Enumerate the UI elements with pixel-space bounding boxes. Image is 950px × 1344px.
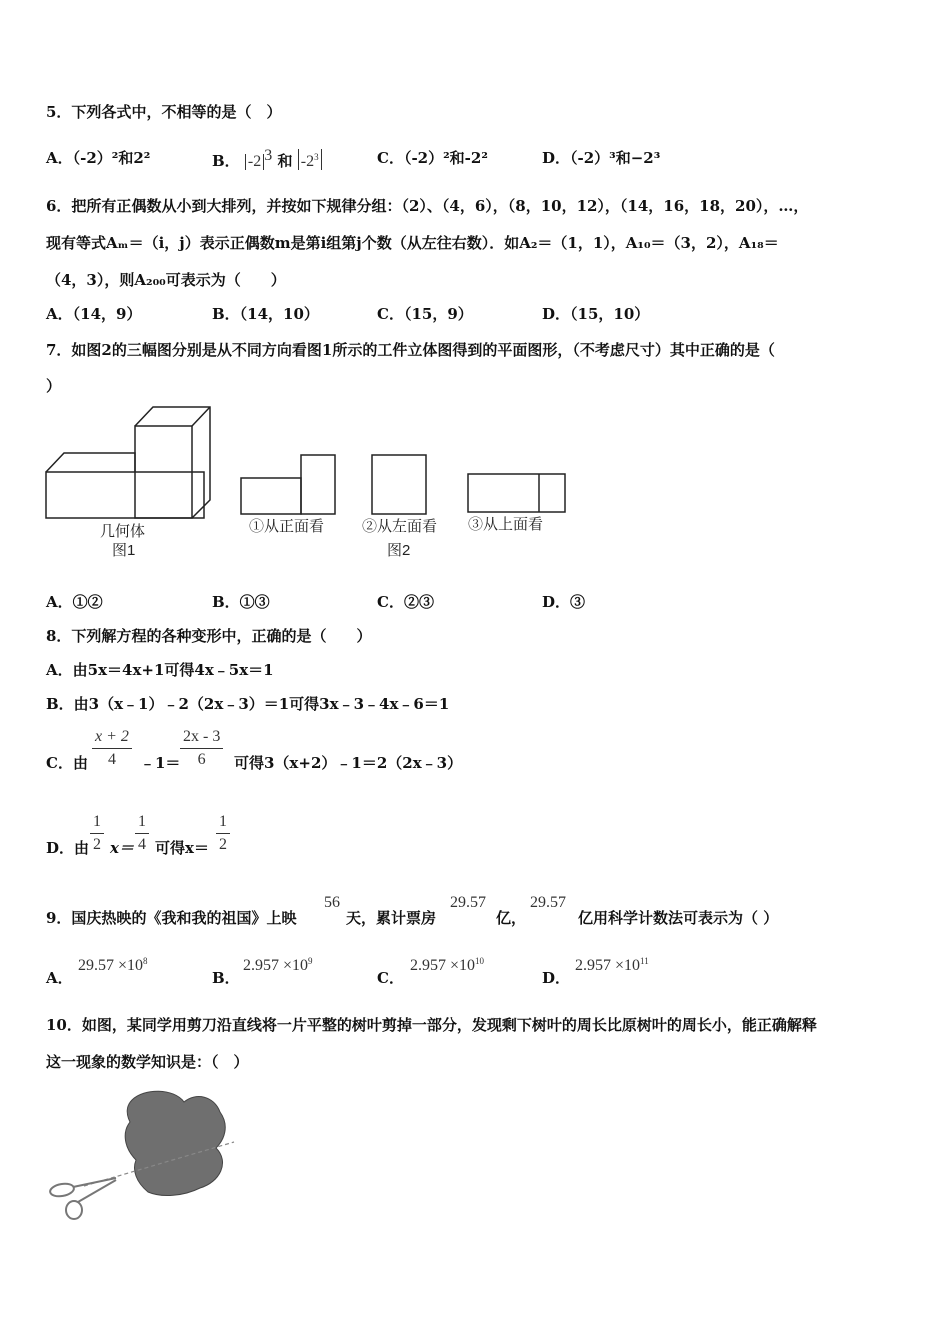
q9-option-c-label[interactable]: C． <box>377 969 404 987</box>
q9-option-d-value: $2.957 \times 10^{11}$ <box>575 956 649 974</box>
q9-stem-part1: 9．国庆热映的《我和我的祖国》上映 <box>46 909 297 927</box>
q9-option-d-label[interactable]: D． <box>542 969 571 987</box>
q7-figure1-solid <box>46 407 210 518</box>
q8-option-d-fraction3: 1 2 <box>216 813 230 854</box>
q6-option-d[interactable]: D．（15，10） <box>542 305 650 323</box>
q8-option-d-fraction2: 1 4 <box>135 813 149 854</box>
q7-option-c[interactable]: C．②③ <box>377 593 434 611</box>
q7-left-view <box>372 455 426 514</box>
q9-days: 56 <box>324 894 340 911</box>
q9-option-a-label[interactable]: A． <box>46 969 73 987</box>
q8-option-c-mid: ﹣1＝ <box>140 754 181 772</box>
q9-amount1: 29.57 <box>450 894 486 911</box>
leaf-shape <box>125 1091 225 1195</box>
q7-stem-line1: 7．如图2的三幅图分别是从不同方向看图1所示的工件立体图得到的平面图形，（不考虑尺寸）其中正确的是（ <box>46 341 775 359</box>
q7-view1-label: ①从正面看 <box>249 518 325 535</box>
q7-figure2-caption: 图2 <box>387 542 411 559</box>
q7-stem-line2: ） <box>46 377 62 395</box>
q9-amount2: 29.57 <box>530 894 566 911</box>
q7-figure1-caption: 图1 <box>112 542 136 559</box>
scissors-icon <box>49 1178 116 1219</box>
q5-option-b-label: B． <box>212 152 240 170</box>
q8-option-d-x1: x＝ <box>110 839 134 857</box>
q9-option-c-value: $2.957 \times 10^{10}$ <box>410 956 485 974</box>
q7-option-d[interactable]: D．③ <box>542 593 586 611</box>
q6-stem-line3: （4，3），则A₂₀₀可表示为（ ） <box>46 271 286 289</box>
q7-option-b[interactable]: B．①③ <box>212 593 270 611</box>
q8-option-b[interactable]: B．由3（x﹣1）﹣2（2x﹣3）＝1可得3x﹣3﹣4x﹣6＝1 <box>46 695 450 713</box>
q6-option-b[interactable]: B．（14，10） <box>212 305 319 323</box>
q5-option-b-left-exp: 3 <box>264 147 273 164</box>
q6-stem-line2: 现有等式Aₘ＝（i，j）表示正偶数m是第i组第j个数（从左往右数）．如A₂＝（1，1），A₁₀＝（3，2），A₁₈＝ <box>46 234 779 252</box>
q8-option-d-prefix[interactable]: D．由 <box>46 839 90 857</box>
q8-option-c-prefix[interactable]: C．由 <box>46 754 88 772</box>
q7-top-view <box>468 474 565 512</box>
q8-option-c-fraction2: 2x - 3 6 <box>180 728 223 769</box>
q8-option-a[interactable]: A．由5x＝4x+1可得4x﹣5x＝1 <box>46 661 274 679</box>
q6-option-c[interactable]: C．（15，9） <box>377 305 473 323</box>
q10-stem-line2: 这一现象的数学知识是：（ ） <box>46 1053 249 1071</box>
q7-option-a[interactable]: A．①② <box>46 593 103 611</box>
q5-option-b-and: 和 <box>277 152 293 170</box>
q7-view3-label: ③从上面看 <box>468 516 544 533</box>
q9-stem-part4: 亿用科学计数法可表示为（ ） <box>578 909 779 927</box>
q9-option-b-label[interactable]: B． <box>212 969 240 987</box>
q5-option-c[interactable]: C．（-2）²和-2² <box>377 149 488 167</box>
q8-option-c-suffix: 可得3（x+2）﹣1＝2（2x﹣3） <box>234 754 463 772</box>
q7-front-view <box>241 455 335 514</box>
q5-option-b-left-abs: -2 <box>245 154 264 170</box>
q8-option-d-fraction1: 1 2 <box>90 813 104 854</box>
q9-stem-part2: 天，累计票房 <box>346 909 437 927</box>
q10-leaf-scissors-figure <box>44 1082 244 1222</box>
q8-option-c-fraction1: x + 2 4 <box>92 728 132 769</box>
q9-stem-part3: 亿， <box>496 909 527 927</box>
q6-stem-line1: 6．把所有正偶数从小到大排列，并按如下规律分组：（2）、（4，6），（8，10，12），（14，16，18，20），…， <box>46 197 809 215</box>
q8-option-d-suffix: 可得x＝ <box>155 839 209 857</box>
q6-option-a[interactable]: A．（14，9） <box>46 305 142 323</box>
q10-stem-line1: 10．如图，某同学用剪刀沿直线将一片平整的树叶剪掉一部分，发现剩下树叶的周长比原树叶的周长小，能正确解释 <box>46 1016 817 1034</box>
q5-stem: 5．下列各式中，不相等的是（ ） <box>46 103 282 121</box>
q9-option-a-value: $29.57 \times 10^8$ <box>78 956 148 974</box>
q7-figures <box>40 400 580 565</box>
q8-stem: 8．下列解方程的各种变形中，正确的是（ ） <box>46 627 372 645</box>
q5-option-d[interactable]: D．（-2）³和−2³ <box>542 149 661 167</box>
q5-option-b[interactable] <box>212 146 322 171</box>
q5-option-b-right-abs: $-2^3$ <box>298 149 322 170</box>
q7-figure1-name: 几何体 <box>100 523 146 540</box>
q7-view2-label: ②从左面看 <box>362 518 438 535</box>
q9-option-b-value: $2.957 \times 10^9$ <box>243 956 313 974</box>
q5-option-a[interactable]: A．（-2）²和2² <box>46 149 151 167</box>
